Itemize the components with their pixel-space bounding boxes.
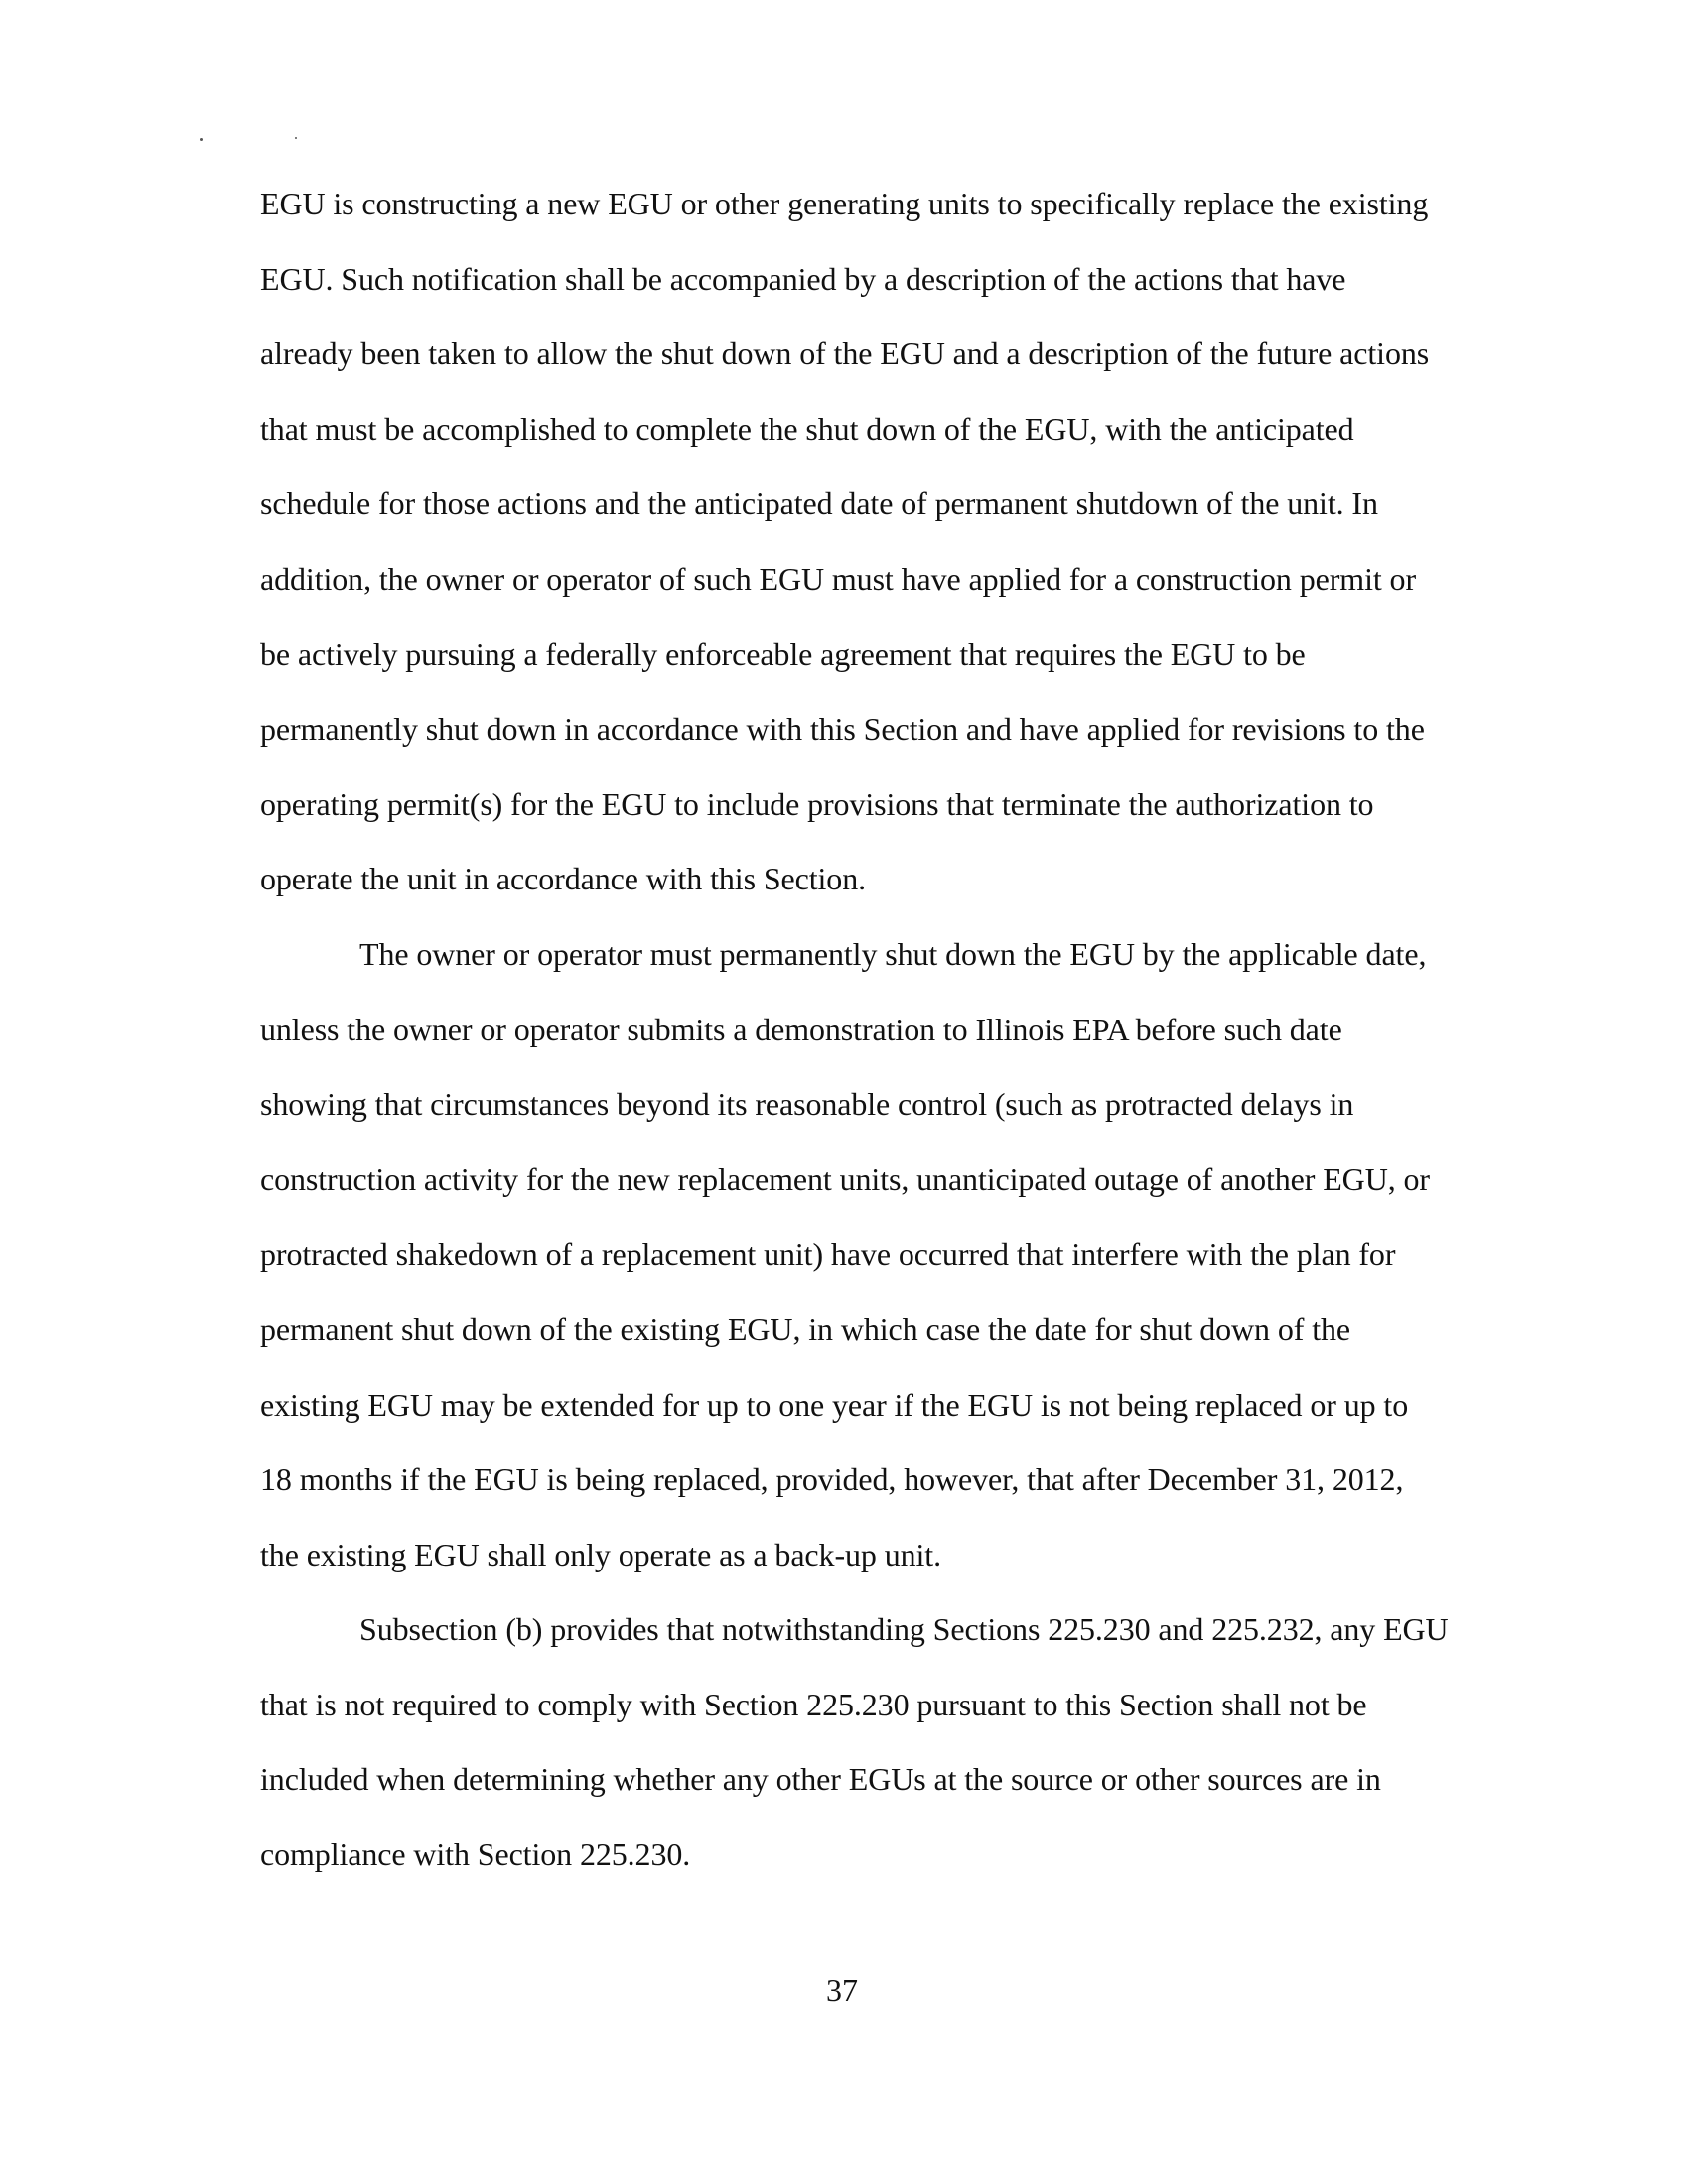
paragraph-2-line: The owner or operator must permanently shut down the EGU by the applicable date, bbox=[359, 935, 1427, 972]
paragraph-2-line: construction activity for the new replacement units, unanticipated outage of another EGU, or bbox=[260, 1160, 1430, 1197]
paragraph-2-line: showing that circumstances beyond its reasonable control (such as protracted delays in bbox=[260, 1086, 1354, 1123]
scan-speck bbox=[200, 138, 203, 141]
paragraph-1-line: already been taken to allow the shut down of the EGU and a description of the future actions bbox=[260, 336, 1430, 372]
page-number: 37 bbox=[826, 1973, 858, 2008]
paragraph-1-line: operate the unit in accordance with this Section. bbox=[260, 861, 867, 897]
paragraph-1-line: be actively pursuing a federally enforceable agreement that requires the EGU to be bbox=[260, 635, 1306, 672]
paragraph-1-line: addition, the owner or operator of such EGU must have applied for a construction permit or bbox=[260, 560, 1417, 597]
paragraph-3-line: Subsection (b) provides that notwithstanding Sections 225.230 and 225.232, any EGU bbox=[359, 1611, 1449, 1648]
paragraph-1-line: EGU. Such notification shall be accompanied by a description of the actions that have bbox=[260, 260, 1346, 297]
paragraph-2-line: protracted shakedown of a replacement unit) have occurred that interfere with the plan for bbox=[260, 1236, 1396, 1273]
paragraph-1-line: operating permit(s) for the EGU to include provisions that terminate the authorization to bbox=[260, 785, 1374, 822]
paragraph-1-line: schedule for those actions and the anticipated date of permanent shutdown of the unit. In bbox=[260, 485, 1378, 522]
paragraph-1-line: permanently shut down in accordance with this Section and have applied for revisions to the bbox=[260, 711, 1425, 748]
paragraph-3-line: compliance with Section 225.230. bbox=[260, 1837, 691, 1873]
paragraph-3-line: included when determining whether any other EGUs at the source or other sources are in bbox=[260, 1761, 1381, 1798]
paragraph-3-line: that is not required to comply with Section 225.230 pursuant to this Section shall not be bbox=[260, 1686, 1367, 1722]
paragraph-2-line: existing EGU may be extended for up to one year if the EGU is not being replaced or up to bbox=[260, 1386, 1409, 1423]
body-text bbox=[260, 167, 1491, 1893]
paragraph-2-line: permanent shut down of the existing EGU, in which case the date for shut down of the bbox=[260, 1310, 1351, 1347]
paragraph-1-line: EGU is constructing a new EGU or other generating units to specifically replace the existing bbox=[260, 186, 1429, 221]
paragraph-2-line: unless the owner or operator submits a demonstration to Illinois EPA before such date bbox=[260, 1011, 1342, 1047]
paragraph-2-line: the existing EGU shall only operate as a back-up unit. bbox=[260, 1536, 941, 1572]
paragraph-2-line: 18 months if the EGU is being replaced, provided, however, that after December 31, 2012, bbox=[260, 1461, 1404, 1498]
paragraph-1-line: that must be accomplished to complete the shut down of the EGU, with the anticipated bbox=[260, 410, 1354, 447]
scan-speck bbox=[295, 137, 297, 139]
